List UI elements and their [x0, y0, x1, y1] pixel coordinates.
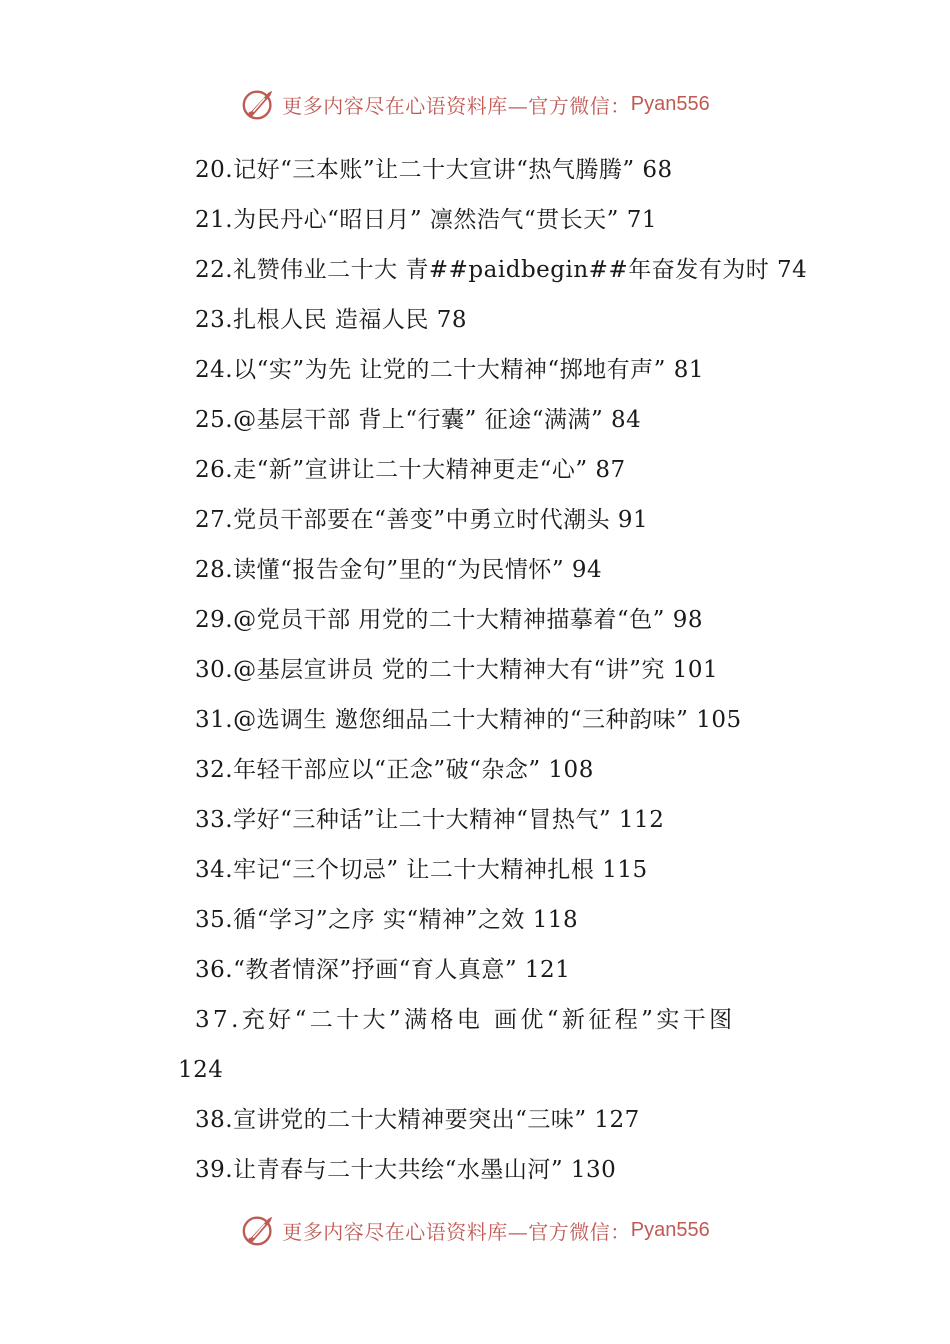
header-watermark-banner	[0, 82, 950, 126]
toc-entry: 33.学好“三种话”让二十大精神“冒热气” 112	[195, 807, 665, 833]
banner-text: 更多内容尽在心语资料库—官方微信：	[282, 1219, 631, 1244]
toc-entry: 22.礼赞伟业二十大 青##paidbegin##年奋发有为时 74	[195, 257, 808, 283]
toc-entry: 21.为民丹心“昭日月” 凛然浩气“贯长天” 71	[195, 207, 657, 233]
banner-text: 更多内容尽在心语资料库—官方微信：	[282, 93, 631, 118]
toc-entry: 27.党员干部要在“善变”中勇立时代潮头 91	[195, 507, 649, 533]
wechat-handle: Pyan556	[630, 1218, 710, 1241]
quill-logo-icon	[240, 85, 278, 123]
toc-entry: 28.读懂“报告金句”里的“为民情怀” 94	[195, 557, 603, 583]
toc-entry: 24.以“实”为先 让党的二十大精神“掷地有声” 81	[195, 357, 704, 383]
toc-entry: 37.充好“二十大”满格电 画优“新征程”实干图	[195, 1007, 736, 1033]
toc-entry: 25.@基层干部 背上“行囊” 征途“满满” 84	[195, 407, 642, 433]
toc-entry: 31.@选调生 邀您细品二十大精神的“三种韵味” 105	[195, 707, 742, 733]
wechat-handle: Pyan556	[630, 92, 710, 115]
toc-entry: 20.记好“三本账”让二十大宣讲“热气腾腾” 68	[195, 157, 673, 183]
toc-entry: 32.年轻干部应以“正念”破“杂念” 108	[195, 757, 594, 783]
toc-entry-page-wrap: 124	[178, 1057, 224, 1083]
toc-entry: 23.扎根人民 造福人民 78	[195, 307, 467, 333]
toc-entry: 39.让青春与二十大共绘“水墨山河” 130	[195, 1157, 617, 1183]
toc-entry: 26.走“新”宣讲让二十大精神更走“心” 87	[195, 457, 626, 483]
toc-entry: 29.@党员干部 用党的二十大精神描摹着“色” 98	[195, 607, 703, 633]
toc-entry: 36.“教者情深”抒画“育人真意” 121	[195, 957, 571, 983]
toc-entry: 38.宣讲党的二十大精神要突出“三味” 127	[195, 1107, 640, 1133]
toc-entry: 35.循“学习”之序 实“精神”之效 118	[195, 907, 579, 933]
footer-watermark-banner	[0, 1208, 950, 1252]
toc-entry: 30.@基层宣讲员 党的二十大精神大有“讲”究 101	[195, 657, 719, 683]
quill-logo-icon	[240, 1211, 278, 1249]
toc-entry: 34.牢记“三个切忌” 让二十大精神扎根 115	[195, 857, 648, 883]
